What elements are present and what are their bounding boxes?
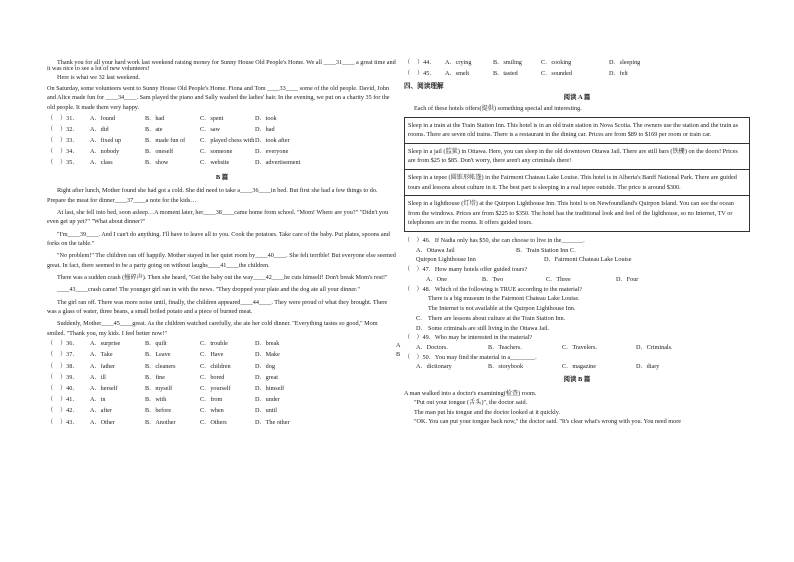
question-48: （ ）48．Which of the following is TRUE according to the material? — [404, 285, 583, 293]
reading-b-line: "OK. You can put your tongue back now," the doctor said. "It's clear what's wrong with you. You need more — [414, 418, 682, 426]
passage-b-paragraph: Suddenly, Mother____45____great. As the children watched carefully, she ate her cold dinner. "Everything tastes so good," Mom smiled. "Thank you, my kids. I feel better now!" — [47, 320, 378, 338]
hotel-box: Sleep in a lighthouse (灯塔) at the Quirpon Lighthouse Inn. This hotel is on Newfoundland's Quirpon Island. You can see the ocean from the windows. Prices are from $225 to $350. The hotel has the traditional look and feel of the lighthouse, so no Internet, TV or telephones are in the rooms. It offers guided tours. — [408, 200, 734, 227]
option-row-40: （ ）40． A．herself B．myself C．yourself D．himself — [47, 385, 285, 392]
option-row-41: （ ）41． A．in B．with C．from D．under — [47, 396, 280, 404]
option-row-39: （ ）39． A．ill B．fine C．bored D．great — [47, 373, 279, 381]
reading-b-title: 阅读 B 篇 — [563, 376, 591, 384]
option-row-35: （ ）35． A．class B．show C．website D．advertisement — [47, 159, 301, 167]
hotel-box: Sleep in a train at the Train Station Inn. This hotel is in an old train station in Nova Scotia. The owners use the station and the train as rooms. There are seven old trains. There is a restaurant in the dining car. Prices are from $89 to $169 per room or train car. — [405, 118, 749, 144]
question-48-option-b: The Internet is not available at the Quirpon Lighthouse Inn. — [428, 305, 576, 313]
option-row-36: （ ）36． A．surprise B．quilt C．trouble D．break — [47, 340, 280, 348]
option-row-33: （ ）33． A．fixed up B．made fun of C．played chess with D．took after — [47, 137, 290, 144]
passage-b-paragraph: There was a sudden crash (撞碎声). Then she heard, "Get the baby out the way____42____he cuts himself! Don't break Mom's rest!" — [57, 274, 388, 282]
intro-paragraph-1: Thank you for all your hard work last weekend raising money for Sunny House Old People's Home. We all ____31____ a great time and it was nice to see a lot of new volunteers! — [47, 59, 396, 73]
question-46-options-2: Quirpon Lighthouse Inn D．Fairmont Chateau Lake Louise — [416, 256, 632, 264]
reading-a-title: 阅读 A 篇 — [563, 93, 591, 101]
option-row-38: （ ）38． A．father B．cleaners C．children D．dog — [47, 362, 275, 370]
section-b-title: B 篇 — [215, 173, 229, 181]
question-50-options: A．dictionary B．storybook C．magazine D．diary — [416, 363, 660, 371]
right-column — [404, 60, 750, 427]
passage-b-paragraph: Right after lunch, Mother found she had got a cold. She did need to take a____36____in bed. But first she had a few things to do. Prepare the meat for dinner____37____a note for the kids… — [47, 186, 378, 204]
question-48-option-c: C． There are lessons about culture at the Train Station Inn. — [416, 314, 566, 322]
option-row-32: （ ）32． A．did B．ate C．saw D．had — [47, 125, 275, 133]
passage-b-paragraph: "No problem!" The children ran off happily. Mother stayed in her quiet room by____40____. She felt terrible! But everyone else seemed great. In fact, there seemed to be a party going on without laughs____41____the children. — [47, 252, 396, 270]
question-48-option-d: D． Some criminals are still living in the Ottawa Jail. — [416, 324, 550, 332]
left-column — [47, 60, 397, 431]
option-row-42: （ ）42． A．after B．before C．when D．until — [47, 407, 278, 415]
option-row-45: （ ）45． A．smelt B．tasted C．sounded D．felt — [404, 70, 628, 78]
hotels-table — [404, 117, 750, 232]
question-49-options: A．Doctors. B．Teachers. C．Travelers. D．Criminals. — [416, 344, 673, 352]
reading-b-passage — [404, 389, 750, 427]
hotel-box: Sleep in a jail (监狱) in Ottawa. Here, you can sleep in the old downtown Ottawa Jail. There are still bars (铁栅) on the doors! Prices are from $25 to $85. Don't worry, there aren't any criminals there! — [405, 144, 749, 170]
option-row-37: （ ）37． A．Take B．Leave C．Have D．Make — [47, 351, 280, 359]
reading-b-line: The man put his tongue and the doctor looked at it quickly. — [414, 408, 561, 416]
intro-paragraph-3: On Saturday, some volunteers went to Sunny House Old People's Home. Fiona and Tom ____33____ some of the old people. David, John and Alice made fun for ____34____. Sam played the piano and Sally washed the ladies' hair. In the evening, we put on a charity 35 for the old people. It made them very happy. — [47, 84, 390, 112]
questions-a — [404, 238, 750, 374]
reading-b-line: "Put out your tongue (舌头)", the doctor said. — [414, 399, 528, 407]
passage-b-paragraph: At last, she fell into bed, soon asleep…A moment later, her____38____came home from school. "Mom! Where are you?" "Didn't you even get up yet?" "What about dinner?" — [47, 208, 389, 226]
question-47-options: A．One B．Two C．Three D．Four — [426, 275, 639, 283]
margin-letter-a: A — [396, 342, 401, 349]
question-46-options: A．Ottawa Jail B．Train Station Inn C． — [416, 246, 581, 254]
options-group-a — [47, 116, 397, 172]
reading-a-intro: Each of these hotels offers(提供) something special and interesting. — [414, 105, 582, 113]
option-row-34: （ ）34． A．nobody B．oneself C．someone D．everyone — [47, 148, 289, 156]
question-47: （ ）47．How many hotels offer guided tours? — [404, 266, 528, 274]
passage-b-paragraph: "I'm____39____. And I can't do anything. I'll have to leave all to you. Cook the potatoes. Take care of the baby. Put plates, spoons and forks on the table." — [47, 230, 390, 248]
reading-b-line: A man walked into a doctor's examining(检查) room. — [404, 389, 537, 397]
passage-b-paragraph: The girl ran off. There was more noise until, finally, the children appeared____44____. They were proud of what they brought. There was a glass of water, three beans, a small boiled potato and a piece of burned meat. — [47, 298, 388, 316]
passage-b — [47, 186, 397, 339]
section-heading: 四、阅读理解 — [404, 83, 444, 91]
question-50: （ ）50．You may find the material in a________． — [404, 353, 542, 361]
option-row-44: （ ）44． A．crying B．smiling C．cooking D．sleeping — [404, 59, 641, 66]
passage-b-paragraph: ____43____crash came! The younger girl ran in with the news. "They dropped your plate and the dog ate all your dinner." — [57, 286, 360, 294]
margin-letter-b: B — [396, 351, 401, 358]
option-row-43: （ ）43． A．Other B．Another C．Others D．The other — [47, 418, 290, 426]
options-group-b — [47, 341, 397, 431]
question-48-option-a: There is a big museum in the Fairmont Chateau Lake Louise. — [428, 295, 580, 303]
question-49: （ ）49．Who may be interested in the material? — [404, 334, 533, 342]
question-46: （ ）46．If Nadia only has $50, she can choose to live in the_______． — [404, 237, 590, 245]
hotel-box: Sleep in a tepee (圆锥形帐篷) in the Fairmont Chateau Lake Louise. This hotel is in Alberta's Banff National Park. There are guided tours and lessons about culture in it. The best part is sleeping in a real tepee outside. The price is around $300. — [405, 170, 749, 196]
option-row-31: （ ）31． A．found B．had C．spent D．took — [47, 114, 277, 122]
intro-paragraph-2: Here is what we 32 last weekend. — [57, 74, 140, 81]
